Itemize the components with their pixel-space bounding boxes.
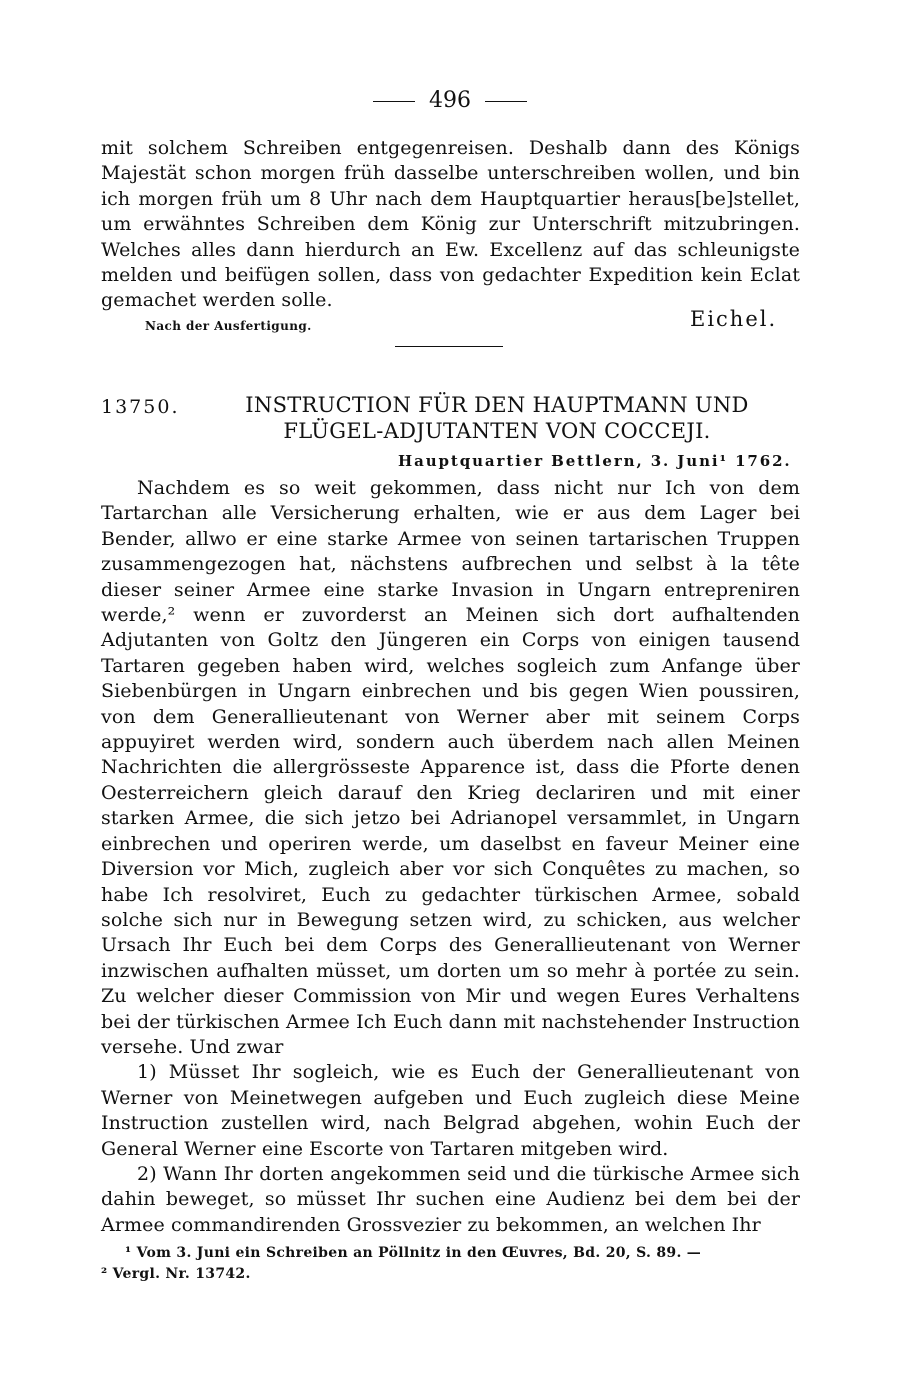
page-number: 496 (429, 88, 471, 113)
dateline: Hauptquartier Bettlern, 3. Juni¹ 1762. (398, 452, 792, 470)
footnotes (101, 1243, 800, 1285)
footnote-2: ² Vergl. Nr. 13742. (101, 1266, 251, 1282)
instruction-item-1: 1) Müsset Ihr sogleich, wie es Euch der Generallieutenant von Werner von Meinetwegen aufgeben und Euch zugleich diese Meine Instruction zustellen wird, nach Belgrad abgehen, wohin Euch der General Werner eine Escorte von Tartaren mitgeben wird. (101, 1061, 800, 1160)
page-number-dash-right (485, 101, 527, 102)
instruction-item-2: 2) Wann Ihr dorten angekommen seid und die türkische Armee sich dahin beweget, so müsset Ihr suchen eine Audienz bei dem bei der Armee commandirenden Grossvezier zu bekommen, an welchen Ihr (101, 1162, 800, 1236)
document-number: 13750. (101, 396, 180, 418)
signature: Eichel. (690, 307, 778, 331)
main-paragraph: Nachdem es so weit gekommen, dass nicht nur Ich von dem Tartarchan alle Versicherung erhalten, wie er aus dem Lager bei Bender, allwo er eine starke Armee von seinen tartarischen Truppen zusammengezogen hat, nächstens aufbrechen und selbst à la tête dieser seiner Armee eine starke Invasion in Ungarn entrepreniren werde,² wenn er zuvorderst an Meinen sich dort aufhaltenden Adjutanten von Goltz den Jüngeren ein Corps von einigen tausend Tartaren gegeben haben wird, welches sogleich zum Anfange über Siebenbürgen in Ungarn einbrechen und bis gegen Wien poussiren, von dem Generallieutenant von Werner aber mit seinem Corps appuyiret werden wird, sondern auch überdem nach allen Meinen Nachrichten die allergrösseste Apparence ist, dass die Pforte denen Oesterreichern gleich darauf den Krieg declariren und mit einer starken Armee, die sich jetzo bei Adrianopel versammlet, in Ungarn einbrechen und operiren werde, um daselbst en faveur Meiner eine Diversion vor Mich, zugleich aber vor sich Conquêtes zu machen, so habe Ich resolviret, Euch zu gedachter türkischen Armee, sobald solche sich nur in Bewegung setzen wird, zu schicken, aus welcher Ursach Ihr Euch bei dem Corps des Generallieutenant von Werner inzwischen aufhalten müsset, um dorten um so mehr à portée zu sein. Zu welcher dieser Commission von Mir und wegen Eures Verhaltens bei der türkischen Armee Ich Euch dann mit nachstehender Instruction versehe. Und zwar (101, 477, 800, 1058)
intro-paragraph-block (101, 136, 800, 314)
page-number-header (0, 88, 900, 113)
instruction-body (101, 476, 800, 1238)
footnote-1: ¹ Vom 3. Juni ein Schreiben an Pöllnitz in den Œuvres, Bd. 20, S. 89. — (125, 1245, 702, 1261)
section-separator (395, 346, 503, 347)
source-note: Nach der Ausfertigung. (145, 319, 312, 333)
document-title: INSTRUCTION FÜR DEN HAUPTMANN UND FLÜGEL-ADJUTANTEN VON COCCEJI. (245, 393, 749, 443)
intro-paragraph: mit solchem Schreiben entgegenreisen. Deshalb dann des Königs Majestät schon morgen früh dasselbe unterschreiben wollen, und bin ich morgen früh um 8 Uhr nach dem Hauptquartier heraus[be]stellet, um erwähntes Schreiben dem König zur Unterschrift mitzubringen. Welches alles dann hierdurch an Ew. Excellenz auf das schleunigste melden und beifügen sollen, dass von gedachter Expedition kein Eclat gemachet werden solle. (101, 137, 800, 312)
page-number-dash-left (373, 101, 415, 102)
